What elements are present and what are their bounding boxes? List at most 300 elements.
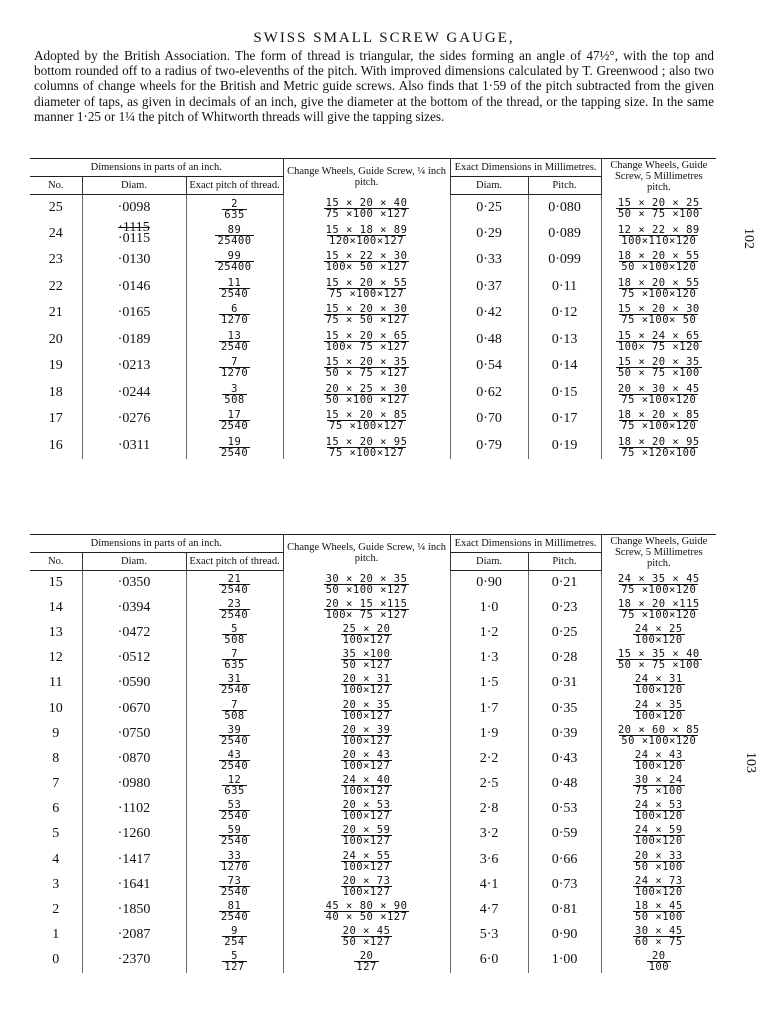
cell-exact-pitch [186, 797, 283, 822]
wheels-mm-fraction-denominator: 100× 75 ×120 [617, 340, 700, 353]
table-row [30, 194, 716, 221]
cell-no [30, 221, 82, 248]
mm-diam-value: 0·90 [476, 574, 502, 590]
header-wheels-mm: Change Wheels, Guide Screw, 5 Millimetres pitch. [601, 535, 716, 571]
mm-diam-value: 0·54 [476, 358, 502, 374]
diam-value: ·0276 [117, 411, 151, 427]
wheels-mm-fraction-numerator: 20 × 30 × 45 [617, 382, 700, 395]
diam-value: ·0750 [117, 725, 151, 741]
mm-diam-value: 0·79 [476, 437, 502, 453]
cell-mm-pitch [528, 671, 601, 696]
cell-wheels-mm [601, 797, 716, 822]
cell-mm-diam [450, 620, 528, 645]
table-row [30, 221, 716, 248]
wheels-mm-fraction-denominator: 75 ×100 [634, 785, 683, 798]
wheels-inch-fraction [324, 437, 410, 458]
pitch-fraction-numerator: 13 [227, 329, 242, 342]
wheels-inch-fraction-denominator: 75 ×100×127 [329, 446, 405, 459]
wheels-inch-fraction [324, 225, 410, 246]
cell-no [30, 772, 82, 797]
mm-diam-value: 0·70 [476, 411, 502, 427]
pitch-fraction-denominator: 2540 [220, 608, 249, 621]
wheels-inch-fraction-denominator: 50 ×127 [342, 936, 391, 949]
diam-value: ·0165 [117, 305, 151, 321]
gauge-number: 17 [48, 411, 63, 427]
pitch-fraction-numerator: 7 [231, 648, 238, 661]
gauge-number: 19 [48, 358, 63, 374]
cell-mm-diam [450, 772, 528, 797]
table-row [30, 746, 716, 771]
cell-diam [82, 406, 186, 433]
pitch-fraction [219, 599, 250, 620]
wheels-mm-fraction-denominator: 50 ×100×120 [621, 261, 697, 274]
diam-value: ·0146 [117, 278, 151, 294]
wheels-inch-fraction-denominator: 127 [356, 961, 377, 974]
table-row [30, 274, 716, 301]
cell-wheels-inch [283, 247, 450, 274]
pitch-fraction [219, 437, 250, 458]
cell-mm-pitch [528, 822, 601, 847]
cell-exact-pitch [186, 646, 283, 671]
gauge-number: 1 [52, 927, 60, 943]
diam-struck-value: ·1115 [118, 220, 150, 236]
cell-diam [82, 671, 186, 696]
cell-no [30, 897, 82, 922]
wheels-mm-fraction-numerator: 24 × 53 [634, 799, 683, 812]
pitch-fraction-denominator: 635 [224, 785, 245, 798]
cell-wheels-mm [601, 247, 716, 274]
wheels-mm-fraction [616, 198, 702, 219]
pitch-fraction-numerator: 33 [227, 849, 242, 862]
wheels-inch-fraction [324, 251, 410, 272]
wheels-mm-fraction-denominator: 75 ×100×120 [621, 583, 697, 596]
wheels-mm-fraction-numerator: 30 × 45 [634, 925, 683, 938]
pitch-fraction [219, 750, 250, 771]
wheels-inch-fraction-denominator: 50 ×100 ×127 [325, 393, 408, 406]
cell-wheels-inch [283, 923, 450, 948]
mm-pitch-value: 0·66 [551, 851, 578, 867]
pitch-fraction-numerator: 99 [227, 250, 242, 263]
diam-value: ·0472 [117, 624, 151, 640]
mm-pitch-value: 0·28 [551, 650, 578, 666]
cell-no [30, 746, 82, 771]
cell-exact-pitch [186, 406, 283, 433]
cell-exact-pitch [186, 721, 283, 746]
wheels-inch-fraction-denominator: 100×127 [342, 759, 391, 772]
mm-pitch-value: 0·31 [551, 675, 578, 691]
table-row [30, 822, 716, 847]
pitch-fraction-numerator: 11 [227, 276, 242, 289]
diam-value: ·1417 [117, 851, 151, 867]
cell-diam [82, 353, 186, 380]
cell-wheels-inch [283, 194, 450, 221]
wheels-mm-fraction-denominator: 100×120 [634, 810, 683, 823]
wheels-inch-fraction [324, 384, 410, 405]
cell-no [30, 620, 82, 645]
pitch-fraction [219, 901, 250, 922]
table-row [30, 696, 716, 721]
pitch-fraction-denominator: 2540 [220, 885, 249, 898]
wheels-mm-fraction [633, 624, 685, 645]
table-row [30, 570, 716, 595]
cell-mm-pitch [528, 923, 601, 948]
mm-pitch-value: 0·17 [551, 411, 578, 427]
pitch-fraction-numerator: 39 [227, 723, 242, 736]
cell-mm-pitch [528, 353, 601, 380]
gauge-number: 7 [52, 776, 60, 792]
diam-value: ·0350 [117, 574, 151, 590]
table-row [30, 380, 716, 407]
pitch-fraction-numerator: 21 [227, 572, 242, 585]
wheels-inch-fraction [324, 357, 410, 378]
cell-diam [82, 646, 186, 671]
pitch-fraction-numerator: 3 [231, 382, 238, 395]
cell-mm-pitch [528, 406, 601, 433]
cell-wheels-mm [601, 923, 716, 948]
cell-mm-diam [450, 923, 528, 948]
table-row [30, 847, 716, 872]
cell-wheels-mm [601, 746, 716, 771]
wheels-mm-fraction-numerator: 18 × 20 × 55 [617, 250, 700, 263]
cell-diam [82, 746, 186, 771]
wheels-inch-fraction-denominator: 75 ×100×127 [329, 420, 405, 433]
cell-wheels-mm [601, 300, 716, 327]
wheels-inch-fraction-numerator: 15 × 20 × 65 [325, 329, 408, 342]
wheels-inch-fraction-numerator: 20 × 59 [342, 824, 391, 837]
wheels-inch-fraction-numerator: 20 × 35 [342, 698, 391, 711]
wheels-inch-fraction [324, 278, 410, 299]
diam-value: ·1102 [117, 801, 151, 817]
diam-value: ·0394 [117, 599, 151, 615]
cell-diam [82, 620, 186, 645]
pitch-fraction-numerator: 12 [227, 774, 242, 787]
cell-no [30, 570, 82, 595]
wheels-mm-fraction-denominator: 100×120 [634, 633, 683, 646]
wheels-mm-fraction-denominator: 100×110×120 [621, 234, 697, 247]
cell-mm-pitch [528, 247, 601, 274]
cell-wheels-inch [283, 570, 450, 595]
header-mm-group: Exact Dimensions in Millimetres. [450, 535, 601, 553]
mm-diam-value: 6·0 [479, 952, 499, 968]
wheels-inch-fraction-numerator: 20 × 43 [342, 748, 391, 761]
cell-diam [82, 772, 186, 797]
wheels-inch-fraction-denominator: 50 ×127 [342, 659, 391, 672]
cell-exact-pitch [186, 822, 283, 847]
mm-pitch-value: 0·11 [551, 278, 578, 294]
pitch-fraction-numerator: 5 [231, 622, 238, 635]
pitch-fraction [222, 649, 246, 670]
cell-no [30, 671, 82, 696]
cell-mm-pitch [528, 646, 601, 671]
pitch-fraction [222, 951, 246, 972]
wheels-mm-fraction-numerator: 20 [651, 950, 666, 963]
wheels-mm-fraction-denominator: 75 ×120×100 [621, 446, 697, 459]
gauge-number: 20 [48, 331, 63, 347]
pitch-fraction-numerator: 19 [227, 435, 242, 448]
cell-exact-pitch [186, 872, 283, 897]
wheels-inch-fraction-numerator: 20 × 31 [342, 673, 391, 686]
header-no: No. [30, 176, 82, 194]
cell-mm-diam [450, 646, 528, 671]
pitch-fraction [219, 331, 250, 352]
cell-mm-pitch [528, 300, 601, 327]
pitch-fraction [219, 800, 250, 821]
wheels-inch-fraction-numerator: 15 × 20 × 40 [325, 197, 408, 210]
cell-mm-pitch [528, 595, 601, 620]
gauge-number: 5 [52, 826, 60, 842]
wheels-inch-fraction [341, 649, 393, 670]
mm-diam-value: 1·5 [479, 675, 499, 691]
wheels-mm-fraction-denominator: 50 × 75 ×100 [617, 659, 700, 672]
gauge-table-upper [30, 158, 716, 459]
pitch-fraction-denominator: 2540 [220, 835, 249, 848]
wheels-mm-fraction [616, 331, 702, 352]
pitch-fraction [219, 574, 250, 595]
wheels-mm-fraction-denominator: 100×120 [634, 684, 683, 697]
pitch-fraction-numerator: 59 [227, 824, 242, 837]
cell-wheels-inch [283, 646, 450, 671]
cell-wheels-mm [601, 327, 716, 354]
cell-no [30, 433, 82, 460]
pitch-fraction [219, 725, 250, 746]
cell-wheels-inch [283, 746, 450, 771]
wheels-inch-fraction-numerator: 15 × 20 × 35 [325, 356, 408, 369]
cell-mm-pitch [528, 948, 601, 973]
cell-diam [82, 595, 186, 620]
pitch-fraction-numerator: 7 [231, 356, 238, 369]
wheels-inch-fraction-numerator: 20 × 25 × 30 [325, 382, 408, 395]
gauge-number: 22 [48, 278, 63, 294]
wheels-inch-fraction [324, 901, 410, 922]
cell-no [30, 721, 82, 746]
header-wheels-inch: Change Wheels, Guide Screw, ¼ inch pitch. [283, 159, 450, 195]
cell-mm-pitch [528, 570, 601, 595]
cell-no [30, 274, 82, 301]
diam-value: ·0512 [117, 650, 151, 666]
cell-exact-pitch [186, 247, 283, 274]
wheels-mm-fraction-numerator: 18 × 20 × 95 [617, 435, 700, 448]
wheels-inch-fraction-numerator: 20 × 53 [342, 799, 391, 812]
mm-diam-value: 4·1 [479, 876, 499, 892]
cell-exact-pitch [186, 327, 283, 354]
wheels-mm-fraction [633, 674, 685, 695]
cell-wheels-inch [283, 221, 450, 248]
cell-wheels-inch [283, 433, 450, 460]
cell-wheels-inch [283, 696, 450, 721]
wheels-mm-fraction [616, 437, 702, 458]
header-wheels-inch: Change Wheels, Guide Screw, ¼ inch pitch. [283, 535, 450, 571]
wheels-mm-fraction [616, 251, 702, 272]
cell-wheels-mm [601, 620, 716, 645]
cell-mm-pitch [528, 194, 601, 221]
cell-no [30, 872, 82, 897]
wheels-mm-fraction-numerator: 20 × 60 × 85 [617, 723, 700, 736]
gauge-number: 3 [52, 876, 60, 892]
cell-exact-pitch [186, 433, 283, 460]
cell-wheels-mm [601, 433, 716, 460]
wheels-mm-fraction [633, 851, 685, 872]
header-inch-group: Dimensions in parts of an inch. [30, 159, 283, 177]
pitch-fraction [222, 775, 246, 796]
wheels-mm-fraction [616, 599, 702, 620]
wheels-inch-fraction [324, 410, 410, 431]
cell-diam [82, 721, 186, 746]
cell-wheels-mm [601, 897, 716, 922]
cell-mm-diam [450, 433, 528, 460]
mm-diam-value: 1·3 [479, 650, 499, 666]
cell-exact-pitch [186, 620, 283, 645]
pitch-fraction-denominator: 2540 [220, 583, 249, 596]
pitch-fraction-denominator: 1270 [220, 367, 249, 380]
cell-diam [82, 221, 186, 248]
cell-wheels-inch [283, 721, 450, 746]
header-inch-group: Dimensions in parts of an inch. [30, 535, 283, 553]
wheels-inch-fraction [324, 304, 410, 325]
mm-diam-value: 2·2 [479, 750, 499, 766]
pitch-fraction [215, 225, 253, 246]
pitch-fraction-numerator: 17 [227, 409, 242, 422]
wheels-mm-fraction-numerator: 15 × 20 × 35 [617, 356, 700, 369]
cell-wheels-mm [601, 221, 716, 248]
cell-wheels-inch [283, 897, 450, 922]
gauge-number: 24 [48, 225, 63, 241]
cell-exact-pitch [186, 923, 283, 948]
wheels-inch-fraction [341, 725, 393, 746]
cell-diam [82, 194, 186, 221]
header-exact-pitch: Exact pitch of thread. [186, 176, 283, 194]
wheels-inch-fraction-numerator: 25 × 20 [342, 622, 391, 635]
wheels-mm-fraction [633, 901, 685, 922]
cell-wheels-inch [283, 353, 450, 380]
cell-mm-diam [450, 327, 528, 354]
mm-diam-value: 2·5 [479, 776, 499, 792]
pitch-fraction-denominator: 1270 [220, 860, 249, 873]
wheels-mm-fraction [633, 750, 685, 771]
gauge-number: 23 [48, 252, 63, 268]
wheels-mm-fraction-numerator: 18 × 20 ×115 [617, 597, 700, 610]
cell-mm-pitch [528, 797, 601, 822]
cell-wheels-mm [601, 274, 716, 301]
mm-pitch-value: 0·15 [551, 384, 578, 400]
wheels-inch-fraction-numerator: 15 × 18 × 89 [325, 223, 408, 236]
gauge-table-lower [30, 534, 716, 973]
mm-diam-value: 0·29 [476, 225, 502, 241]
cell-exact-pitch [186, 847, 283, 872]
wheels-inch-fraction [324, 599, 410, 620]
diam-value: ·0244 [117, 384, 151, 400]
wheels-inch-fraction-numerator: 15 × 20 × 85 [325, 409, 408, 422]
wheels-mm-fraction-denominator: 50 ×100×120 [621, 734, 697, 747]
mm-diam-value: 5·3 [479, 927, 499, 943]
wheels-inch-fraction-denominator: 50 × 75 ×127 [325, 367, 408, 380]
cell-no [30, 646, 82, 671]
mm-pitch-value: 0·089 [548, 225, 581, 241]
pitch-fraction-denominator: 25400 [217, 261, 252, 274]
pitch-fraction-numerator: 9 [231, 925, 238, 938]
table-row [30, 646, 716, 671]
header-exact-pitch: Exact pitch of thread. [186, 552, 283, 570]
mm-pitch-value: 0·35 [551, 700, 578, 716]
wheels-inch-fraction-denominator: 100×127 [342, 734, 391, 747]
wheels-mm-fraction-numerator: 24 × 73 [634, 874, 683, 887]
mm-pitch-value: 0·48 [551, 776, 578, 792]
wheels-inch-fraction-denominator: 75 × 50 ×127 [325, 314, 408, 327]
mm-pitch-value: 0·59 [551, 826, 578, 842]
cell-diam [82, 247, 186, 274]
wheels-mm-fraction-denominator: 100×120 [634, 885, 683, 898]
table-row [30, 595, 716, 620]
cell-wheels-mm [601, 570, 716, 595]
pitch-fraction [219, 304, 250, 325]
wheels-inch-fraction-denominator: 100×127 [342, 835, 391, 848]
gauge-number: 10 [48, 700, 63, 716]
cell-exact-pitch [186, 570, 283, 595]
wheels-mm-fraction-denominator: 75 ×100× 50 [621, 314, 697, 327]
wheels-inch-fraction-numerator: 15 × 20 × 55 [325, 276, 408, 289]
intro-text: Adopted by the British Association. The form of thread is triangular, the sides forming an angle of 47½°, with the top and bottom rounded off to a radius of two-elevenths of the pitch. With improved dimensions calculated by T. Greenwood ; also two columns of change wheels for the British and Metric guide screws. Also finds that 1·59 of the pitch subtracted from the given diameter of taps, as given in decimals of an inch, give the diameter at the bottom of the thread, or the tapping size. In the same manner 1·25 or 1¼ the pitch of Whitworth threads will give the tapping sizes. [34, 48, 714, 124]
wheels-inch-fraction-denominator: 100×127 [342, 633, 391, 646]
cell-diam [82, 948, 186, 973]
table-row [30, 406, 716, 433]
pitch-fraction-denominator: 2540 [220, 911, 249, 924]
cell-mm-diam [450, 221, 528, 248]
mm-pitch-value: 0·53 [551, 801, 578, 817]
cell-diam [82, 797, 186, 822]
wheels-inch-fraction-denominator: 100×127 [342, 709, 391, 722]
cell-diam [82, 847, 186, 872]
wheels-inch-fraction-numerator: 30 × 20 × 35 [325, 572, 408, 585]
wheels-mm-fraction [647, 951, 671, 972]
wheels-mm-fraction [616, 725, 702, 746]
pitch-fraction-denominator: 254 [224, 936, 245, 949]
pitch-fraction-numerator: 43 [227, 748, 242, 761]
cell-mm-diam [450, 570, 528, 595]
cell-no [30, 406, 82, 433]
cell-exact-pitch [186, 897, 283, 922]
pitch-fraction-denominator: 2540 [220, 340, 249, 353]
cell-mm-diam [450, 822, 528, 847]
wheels-mm-fraction [633, 876, 685, 897]
wheels-inch-fraction [341, 825, 393, 846]
cell-mm-diam [450, 696, 528, 721]
mm-diam-value: 1·7 [479, 700, 499, 716]
cell-wheels-mm [601, 671, 716, 696]
cell-mm-pitch [528, 746, 601, 771]
table-row [30, 300, 716, 327]
pitch-fraction [219, 357, 250, 378]
cell-diam [82, 696, 186, 721]
mm-diam-value: 1·9 [479, 725, 499, 741]
wheels-inch-fraction-denominator: 40 × 50 ×127 [325, 911, 408, 924]
cell-exact-pitch [186, 274, 283, 301]
pitch-fraction-numerator: 73 [227, 874, 242, 887]
pitch-fraction [219, 278, 250, 299]
cell-wheels-mm [601, 595, 716, 620]
wheels-inch-fraction-numerator: 35 ×100 [342, 648, 391, 661]
cell-exact-pitch [186, 194, 283, 221]
diam-value: ·0311 [117, 437, 151, 453]
pitch-fraction [222, 384, 246, 405]
pitch-fraction-denominator: 1270 [220, 314, 249, 327]
mm-pitch-value: 1·00 [551, 952, 578, 968]
pitch-fraction-denominator: 2540 [220, 759, 249, 772]
pitch-fraction-numerator: 5 [231, 950, 238, 963]
pitch-fraction-denominator: 635 [224, 659, 245, 672]
gauge-number: 11 [49, 675, 63, 691]
pitch-fraction [219, 674, 250, 695]
cell-mm-pitch [528, 847, 601, 872]
cell-mm-pitch [528, 696, 601, 721]
